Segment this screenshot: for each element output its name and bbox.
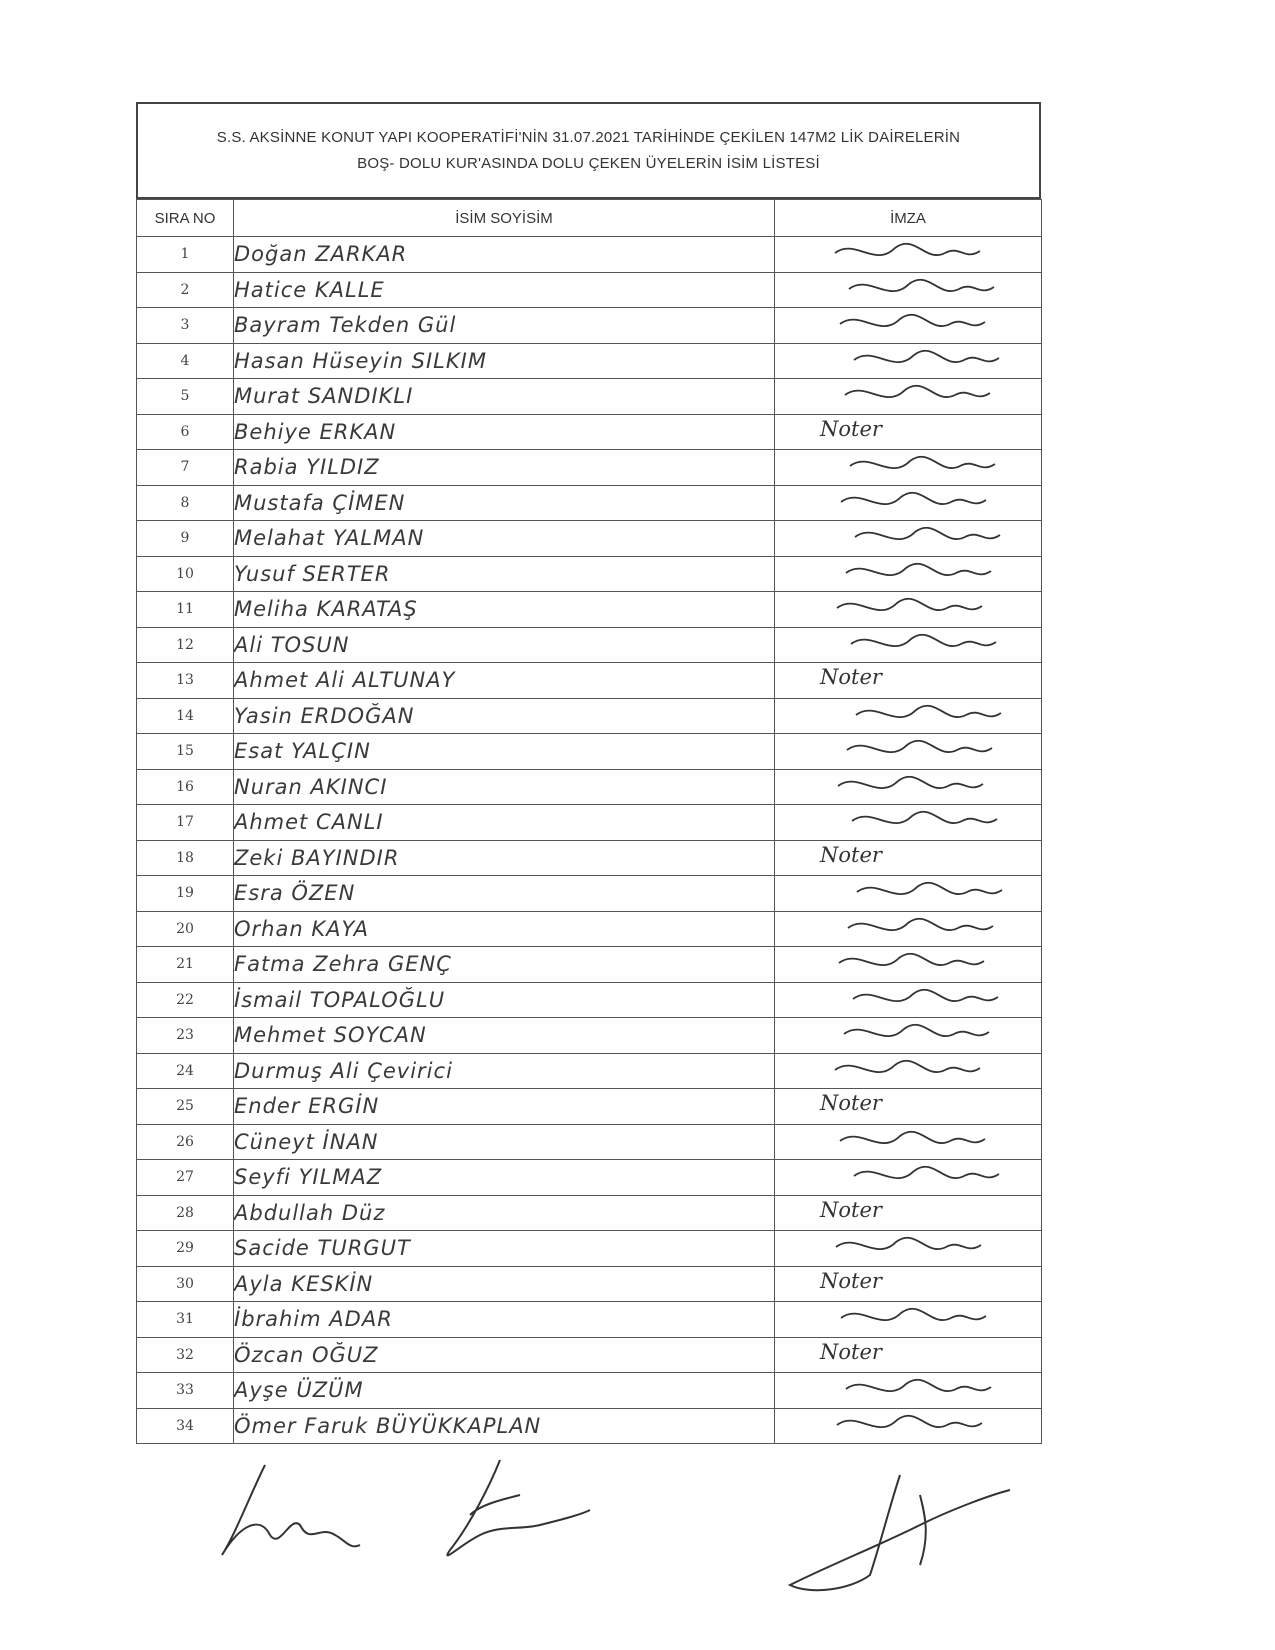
signature-cell	[775, 237, 1042, 273]
handwritten-signature	[815, 872, 1005, 912]
noter-note: Noter	[820, 416, 882, 441]
signature-cell	[775, 982, 1042, 1018]
row-number: 17	[137, 805, 234, 841]
row-number: 30	[137, 1266, 234, 1302]
handwritten-signature	[815, 1014, 1005, 1054]
row-number: 11	[137, 592, 234, 628]
noter-note: Noter	[820, 1339, 882, 1364]
signature-cell	[775, 521, 1042, 557]
member-name: Orhan KAYA	[234, 911, 775, 947]
member-name: Behiye ERKAN	[234, 414, 775, 450]
column-header-name: İSİM SOYİSİM	[234, 200, 775, 237]
member-name: Fatma Zehra GENÇ	[234, 947, 775, 983]
board-signature-3	[790, 1475, 1010, 1590]
table-row	[137, 343, 1042, 379]
signature-cell	[775, 414, 1042, 450]
column-header-no: SIRA NO	[137, 200, 234, 237]
row-number: 6	[137, 414, 234, 450]
member-name: Cüneyt İNAN	[234, 1124, 775, 1160]
handwritten-signature	[815, 375, 1005, 415]
handwritten-signature	[815, 446, 1005, 486]
table-row	[137, 1018, 1042, 1054]
member-name: İbrahim ADAR	[234, 1302, 775, 1338]
member-name: Nuran AKINCI	[234, 769, 775, 805]
table-body	[137, 237, 1042, 1444]
table-row	[137, 911, 1042, 947]
row-number: 2	[137, 272, 234, 308]
signature-cell	[775, 272, 1042, 308]
row-number: 22	[137, 982, 234, 1018]
signature-cell	[775, 343, 1042, 379]
member-name: Mehmet SOYCAN	[234, 1018, 775, 1054]
signature-cell	[775, 840, 1042, 876]
board-signature-2	[447, 1460, 590, 1555]
noter-note: Noter	[820, 665, 882, 689]
table-row	[137, 769, 1042, 805]
row-number: 29	[137, 1231, 234, 1267]
row-number: 33	[137, 1373, 234, 1409]
table-row	[137, 1089, 1042, 1125]
signature-cell	[775, 1302, 1042, 1338]
member-name: Esat YALÇIN	[234, 734, 775, 770]
table-row	[137, 840, 1042, 876]
table-row	[137, 485, 1042, 521]
member-table	[136, 199, 1042, 1444]
handwritten-signature	[815, 624, 1005, 664]
member-name: Ömer Faruk BÜYÜKKAPLAN	[234, 1408, 775, 1444]
row-number: 15	[137, 734, 234, 770]
table-row	[137, 805, 1042, 841]
table-row	[137, 1302, 1042, 1338]
row-number: 24	[137, 1053, 234, 1089]
signature-cell	[775, 592, 1042, 628]
row-number: 4	[137, 343, 234, 379]
column-header-signature: İMZA	[775, 200, 1042, 237]
member-name: Ali TOSUN	[234, 627, 775, 663]
member-name: Abdullah Düz	[234, 1195, 775, 1231]
handwritten-signature	[815, 482, 1005, 522]
row-number: 26	[137, 1124, 234, 1160]
table-row	[137, 1373, 1042, 1409]
noter-note: Noter	[820, 1268, 882, 1293]
table-row	[137, 734, 1042, 770]
handwritten-signature	[815, 730, 1005, 770]
signature-cell	[775, 911, 1042, 947]
signature-cell	[775, 627, 1042, 663]
signature-cell	[775, 485, 1042, 521]
table-row	[137, 663, 1042, 699]
member-name: Yusuf SERTER	[234, 556, 775, 592]
table-row	[137, 876, 1042, 912]
signature-cell	[775, 734, 1042, 770]
table-row	[137, 556, 1042, 592]
handwritten-signature	[815, 517, 1005, 557]
table-row	[137, 521, 1042, 557]
table-header-row	[137, 200, 1042, 237]
table-row	[137, 982, 1042, 1018]
noter-note: Noter	[820, 842, 882, 867]
signature-cell	[775, 556, 1042, 592]
noter-note: Noter	[820, 1197, 882, 1222]
signature-cell	[775, 1266, 1042, 1302]
table-row	[137, 1124, 1042, 1160]
member-name: Ahmet Ali ALTUNAY	[234, 663, 775, 699]
handwritten-signature	[815, 908, 1005, 948]
signature-cell	[775, 1160, 1042, 1196]
handwritten-signature	[815, 1156, 1005, 1196]
member-name: Melahat YALMAN	[234, 521, 775, 557]
signature-cell	[775, 698, 1042, 734]
table-row	[137, 947, 1042, 983]
handwritten-signature	[815, 553, 1005, 593]
member-list-document	[136, 102, 1041, 1444]
row-number: 3	[137, 308, 234, 344]
member-name: Ayşe ÜZÜM	[234, 1373, 775, 1409]
row-number: 20	[137, 911, 234, 947]
row-number: 23	[137, 1018, 234, 1054]
table-row	[137, 1160, 1042, 1196]
member-name: Durmuş Ali Çevirici	[234, 1053, 775, 1089]
handwritten-signature	[815, 233, 1005, 273]
row-number: 12	[137, 627, 234, 663]
member-name: Doğan ZARKAR	[234, 237, 775, 273]
member-name: Yasin ERDOĞAN	[234, 698, 775, 734]
table-row	[137, 237, 1042, 273]
signature-cell	[775, 1018, 1042, 1054]
signature-cell	[775, 805, 1042, 841]
signature-cell	[775, 1373, 1042, 1409]
signature-cell	[775, 876, 1042, 912]
table-row	[137, 379, 1042, 415]
handwritten-signature	[815, 1227, 1005, 1267]
header-line-2: BOŞ- DOLU KUR'ASINDA DOLU ÇEKEN ÜYELERİN İSİM LİSTESİ	[357, 154, 820, 172]
row-number: 8	[137, 485, 234, 521]
signature-cell	[775, 769, 1042, 805]
table-row	[137, 1195, 1042, 1231]
signature-cell	[775, 1089, 1042, 1125]
member-name: İsmail TOPALOĞLU	[234, 982, 775, 1018]
handwritten-signature	[815, 340, 1005, 380]
bottom-signatures	[0, 1455, 1275, 1625]
member-name: Seyfi YILMAZ	[234, 1160, 775, 1196]
handwritten-signature	[815, 304, 1005, 344]
row-number: 9	[137, 521, 234, 557]
row-number: 16	[137, 769, 234, 805]
signature-cell	[775, 947, 1042, 983]
row-number: 34	[137, 1408, 234, 1444]
member-name: Mustafa ÇİMEN	[234, 485, 775, 521]
signature-cell	[775, 1231, 1042, 1267]
row-number: 27	[137, 1160, 234, 1196]
table-row	[137, 1337, 1042, 1373]
row-number: 14	[137, 698, 234, 734]
handwritten-signature	[815, 1405, 1005, 1445]
signature-cell	[775, 1195, 1042, 1231]
row-number: 32	[137, 1337, 234, 1373]
member-name: Rabia YILDIZ	[234, 450, 775, 486]
member-name: Bayram Tekden Gül	[234, 308, 775, 344]
row-number: 5	[137, 379, 234, 415]
row-number: 25	[137, 1089, 234, 1125]
row-number: 7	[137, 450, 234, 486]
handwritten-signature	[815, 269, 1005, 309]
handwritten-signature	[815, 1121, 1005, 1161]
member-name: Murat SANDIKLI	[234, 379, 775, 415]
table-row	[137, 450, 1042, 486]
row-number: 31	[137, 1302, 234, 1338]
row-number: 28	[137, 1195, 234, 1231]
signature-cell	[775, 663, 1042, 699]
row-number: 1	[137, 237, 234, 273]
member-name: Hasan Hüseyin SILKIM	[234, 343, 775, 379]
handwritten-signature	[815, 979, 1005, 1019]
noter-note: Noter	[820, 1091, 882, 1115]
member-name: Ayla KESKİN	[234, 1266, 775, 1302]
signature-cell	[775, 1408, 1042, 1444]
signature-cell	[775, 308, 1042, 344]
member-name: Özcan OĞUZ	[234, 1337, 775, 1373]
signature-cell	[775, 450, 1042, 486]
member-name: Ahmet CANLI	[234, 805, 775, 841]
handwritten-signature	[815, 801, 1005, 841]
table-row	[137, 1266, 1042, 1302]
member-name: Meliha KARATAŞ	[234, 592, 775, 628]
table-row	[137, 1408, 1042, 1444]
handwritten-signature	[815, 1050, 1005, 1090]
signature-cell	[775, 1053, 1042, 1089]
table-row	[137, 627, 1042, 663]
table-row	[137, 1231, 1042, 1267]
table-row	[137, 592, 1042, 628]
document-header	[136, 102, 1041, 199]
handwritten-signature	[815, 588, 1005, 628]
row-number: 21	[137, 947, 234, 983]
table-row	[137, 308, 1042, 344]
row-number: 18	[137, 840, 234, 876]
member-name: Esra ÖZEN	[234, 876, 775, 912]
signature-cell	[775, 1337, 1042, 1373]
member-name: Hatice KALLE	[234, 272, 775, 308]
member-name: Sacide TURGUT	[234, 1231, 775, 1267]
handwritten-signature	[815, 695, 1005, 735]
signature-cell	[775, 379, 1042, 415]
table-row	[137, 1053, 1042, 1089]
member-name: Zeki BAYINDIR	[234, 840, 775, 876]
handwritten-signature	[815, 943, 1005, 983]
signature-cell	[775, 1124, 1042, 1160]
table-row	[137, 272, 1042, 308]
table-row	[137, 414, 1042, 450]
handwritten-signature	[815, 1298, 1005, 1338]
header-line-1: S.S. AKSİNNE KONUT YAPI KOOPERATİFİ'NİN 31.07.2021 TARİHİNDE ÇEKİLEN 147M2 LİK DAİRELERİN	[216, 128, 961, 146]
handwritten-signature	[815, 766, 1005, 806]
row-number: 10	[137, 556, 234, 592]
table-row	[137, 698, 1042, 734]
row-number: 13	[137, 663, 234, 699]
member-name: Ender ERGİN	[234, 1089, 775, 1125]
row-number: 19	[137, 876, 234, 912]
board-signature-1	[222, 1465, 360, 1555]
handwritten-signature	[815, 1369, 1005, 1409]
